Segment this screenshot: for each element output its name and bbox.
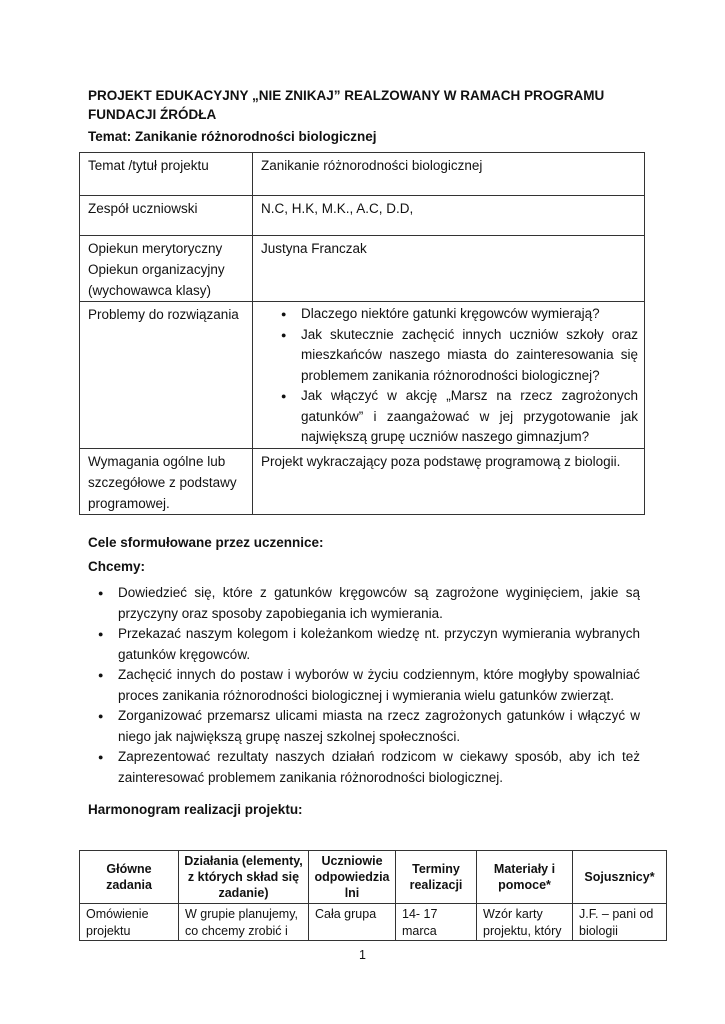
row-label: Zespół uczniowski	[80, 196, 253, 236]
column-header: Główne zadania	[80, 851, 179, 904]
goals-subheading: Chcemy:	[88, 559, 146, 574]
table-cell: 14- 17 marca	[396, 904, 477, 941]
column-header: Materiały i pomoce*	[477, 851, 573, 904]
table-row	[80, 236, 645, 302]
row-label: Problemy do rozwiązania	[80, 302, 253, 449]
row-label: Wymagania ogólne lub szczegółowe z podstawy programowej.	[80, 448, 253, 514]
list-item: ● Przekazać naszym kolegom i koleżankom wiedzę nt. przyczyn wymierania wybranych gatunków kręgowców.	[88, 624, 640, 665]
schedule-heading: Harmonogram realizacji projektu:	[88, 802, 303, 817]
list-item: ● Dowiedzieć się, które z gatunków kręgowców są zagrożone wyginięciem, jakie są przyczyny oraz sposoby zapobiegania ich wymierania.	[88, 583, 640, 624]
page-number: 1	[359, 948, 366, 962]
row-value: N.C, H.K, M.K., A.C, D.D,	[253, 196, 645, 236]
row-value: Justyna Franczak	[253, 236, 645, 302]
schedule-table	[79, 850, 667, 941]
table-cell: Omówienie projektu	[80, 904, 179, 941]
table-row	[80, 904, 667, 941]
row-value	[253, 302, 645, 449]
list-item: ● Dlaczego niektóre gatunki kręgowców wymierają?	[261, 304, 638, 325]
column-header: Działania (elementy, z których skład się zadanie)	[179, 851, 309, 904]
problems-list	[261, 304, 638, 448]
column-header: Uczniowie odpowiedzia lni	[309, 851, 396, 904]
row-value: Zanikanie różnorodności biologicznej	[253, 153, 645, 196]
table-cell: Cała grupa	[309, 904, 396, 941]
list-item: ● Zaprezentować rezultaty naszych działań rodzicom w ciekawy sposób, aby ich też zainteresować problemem zanikania różnorodności biologicznej.	[88, 747, 640, 788]
table-cell: W grupie planujemy, co chcemy zrobić i	[179, 904, 309, 941]
table-header-row	[80, 851, 667, 904]
table-row	[80, 448, 645, 514]
table-cell: Wzór karty projektu, który	[477, 904, 573, 941]
goals-heading: Cele sformułowane przez uczennice:	[88, 535, 324, 550]
table-row	[80, 153, 645, 196]
list-item: ● Zorganizować przemarsz ulicami miasta na rzecz zagrożonych gatunków i włączyć w niego jak największą grupę naszej szkolnej społeczności.	[88, 706, 640, 747]
document-title: PROJEKT EDUKACYJNY „NIE ZNIKAJ” REALZOWANY W RAMACH PROGRAMU FUNDACJI ŹRÓDŁA	[88, 88, 605, 122]
goals-list	[88, 583, 640, 788]
column-header: Terminy realizacji	[396, 851, 477, 904]
column-header: Sojusznicy*	[573, 851, 667, 904]
table-row	[80, 302, 645, 449]
list-item: ● Zachęcić innych do postaw i wyborów w życiu codziennym, które mogłyby spowalniać proces zanikania różnorodności biologicznej i wymierania wielu gatunków zwierząt.	[88, 665, 640, 706]
table-cell: J.F. – pani od biologii	[573, 904, 667, 941]
table-row	[80, 196, 645, 236]
list-item: ● Jak skutecznie zachęcić innych uczniów szkoły oraz mieszkańców naszego miasta do zainteresowania się problemem zanikania różnorodności biologicznej?	[261, 325, 638, 387]
row-value: Projekt wykraczający poza podstawę programową z biologii.	[253, 448, 645, 514]
row-label: Opiekun merytoryczny Opiekun organizacyjny (wychowawca klasy)	[80, 236, 253, 302]
project-info-table	[79, 152, 645, 515]
list-item: ● Jak włączyć w akcję „Marsz na rzecz zagrożonych gatunków” i zaangażować w jej przygotowanie jak największą grupę uczniów naszego gimnazjum?	[261, 386, 638, 448]
row-label: Temat /tytuł projektu	[80, 153, 253, 196]
topic-heading: Temat: Zanikanie różnorodności biologicznej	[88, 129, 377, 144]
